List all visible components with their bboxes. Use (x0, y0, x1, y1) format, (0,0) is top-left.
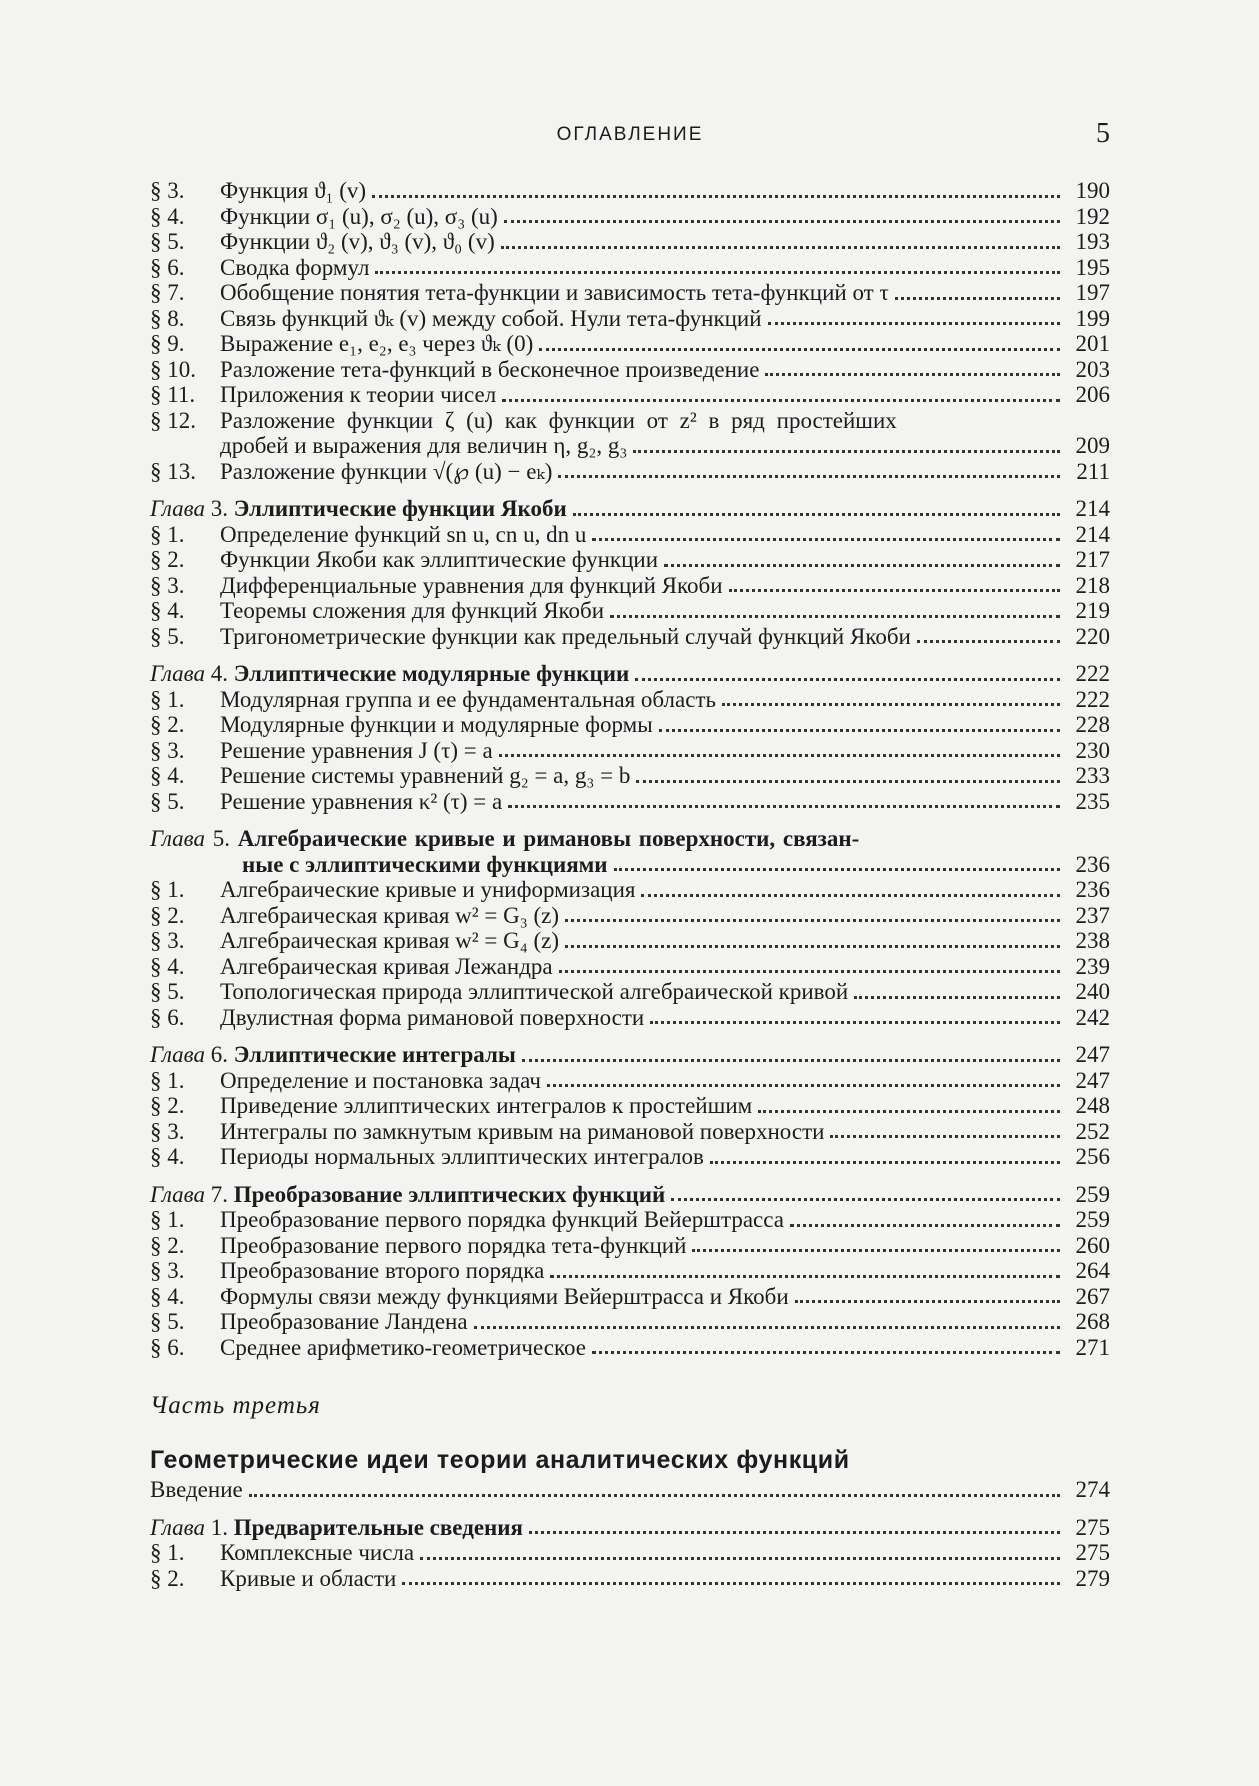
dot-leader (559, 970, 1060, 973)
dot-leader (592, 1351, 1060, 1354)
dot-leader (729, 589, 1061, 592)
page-ref: 214 (1075, 496, 1110, 521)
section-number: § 1. (150, 1207, 185, 1232)
chapter-title: Эллиптические функции Якоби (233, 496, 567, 521)
page-ref: 268 (1075, 1309, 1110, 1334)
page-ref: 240 (1075, 979, 1110, 1004)
page-ref: 279 (1075, 1565, 1110, 1591)
toc-entry[interactable] (150, 624, 1110, 650)
page-ref: 217 (1075, 547, 1110, 572)
page-ref: 222 (1075, 661, 1110, 686)
section-title: Топологическая природа эллиптической алгебраической кривой (220, 979, 849, 1004)
part-title: Геометрические идеи теории аналитических функций (150, 1446, 850, 1474)
toc-entry-introduction[interactable] (150, 1477, 1110, 1503)
section-title: Выражение e₁, e₂, e₃ через ϑₖ (0) (220, 331, 534, 356)
page-ref: 193 (1075, 229, 1110, 254)
section-number: § 4. (150, 1144, 185, 1169)
page-ref: 237 (1075, 902, 1110, 928)
toc-entry[interactable] (150, 331, 1110, 357)
dot-leader (539, 348, 1060, 351)
section-number: § 3. (150, 178, 185, 203)
section-number: § 3. (150, 1258, 185, 1283)
toc-entry[interactable] (150, 1566, 1110, 1592)
section-title: Интегралы по замкнутым кривым на римановой поверхности (220, 1118, 825, 1144)
dot-leader (641, 894, 1060, 897)
section-title: Тригонометрические функции как предельный случай функций Якоби (220, 623, 911, 649)
toc-chapter[interactable] (150, 496, 1110, 522)
dot-leader (573, 513, 1060, 516)
toc-chapter[interactable] (150, 826, 1110, 877)
section-number: § 6. (150, 254, 185, 280)
page-ref: 206 (1075, 382, 1110, 407)
dot-leader (650, 1021, 1060, 1024)
section-number: § 2. (150, 1093, 185, 1118)
toc-entry[interactable] (150, 547, 1110, 573)
dot-leader (249, 1494, 1060, 1497)
dot-leader (895, 297, 1060, 300)
chapter-number: 3. (210, 496, 228, 521)
chapter-label: Глава (150, 661, 205, 686)
section-number: § 2. (150, 1232, 185, 1258)
section-title: Периоды нормальных эллиптических интегралов (220, 1144, 704, 1169)
dot-leader (529, 1531, 1060, 1534)
section-title-line2: дробей и выражения для величин η, g₂, g₃ (220, 433, 628, 458)
dot-leader (558, 475, 1060, 478)
dot-leader (375, 271, 1060, 274)
dot-leader (795, 1300, 1060, 1303)
section-number: § 4. (150, 1283, 185, 1309)
section-title: Модулярная группа и ее фундаментальная область (220, 686, 716, 712)
chapter-number: 6. (210, 1042, 228, 1067)
dot-leader (635, 678, 1060, 681)
section-title: Обобщение понятия тета-функции и зависимость тета-функций от τ (220, 280, 889, 305)
toc-entry[interactable] (150, 255, 1110, 281)
chapter-number: 1. (210, 1514, 228, 1540)
section-title: Алгебраическая кривая Лежандра (220, 953, 553, 979)
toc-entry[interactable] (150, 1335, 1110, 1361)
page-ref: 220 (1075, 623, 1110, 649)
page-ref: 267 (1075, 1283, 1110, 1309)
toc-entry[interactable] (150, 598, 1110, 624)
running-title: ОГЛАВЛЕНИЕ (556, 124, 704, 145)
section-number: § 3. (150, 572, 185, 598)
dot-leader (758, 1110, 1060, 1113)
page-ref: 259 (1075, 1207, 1110, 1232)
page-ref: 209 (1075, 433, 1110, 458)
page-ref: 259 (1075, 1181, 1110, 1207)
section-number: § 12. (150, 407, 196, 433)
section-number: § 4. (150, 953, 185, 979)
dot-leader (614, 868, 1060, 871)
section-title: Модулярные функции и модулярные формы (220, 712, 653, 737)
chapter-title: Эллиптические интегралы (233, 1042, 516, 1067)
dot-leader (765, 373, 1060, 376)
dot-leader (420, 1557, 1060, 1560)
dot-leader (474, 1326, 1060, 1329)
chapter-title: Предварительные сведения (233, 1514, 524, 1540)
dot-leader (664, 564, 1060, 567)
page-ref: 235 (1075, 788, 1110, 814)
dot-leader (372, 195, 1060, 198)
toc-entry[interactable] (150, 1119, 1110, 1145)
page-ref: 211 (1076, 458, 1110, 484)
section-title: Комплексные числа (220, 1540, 415, 1565)
section-number: § 5. (150, 229, 185, 254)
chapter-title-line2: ные с эллиптическими функциями (242, 851, 608, 877)
dot-leader (917, 640, 1060, 643)
toc-entry[interactable] (150, 954, 1110, 980)
section-title: Решение системы уравнений g₂ = a, g₃ = b (220, 763, 631, 788)
section-title-line1: Разложение функции ζ (u) как функции от z² в ряд простейших (220, 407, 897, 433)
page-ref: 248 (1075, 1093, 1110, 1118)
page-ref: 239 (1075, 953, 1110, 979)
dot-leader (522, 1059, 1060, 1062)
dot-leader (499, 754, 1060, 757)
chapter-label: Глава (150, 496, 205, 521)
page-ref: 236 (1075, 877, 1110, 902)
section-number: § 1. (150, 877, 185, 902)
toc-entry[interactable] (150, 229, 1110, 255)
dot-leader (502, 399, 1060, 402)
toc-entry[interactable] (150, 204, 1110, 230)
page-ref: 274 (1075, 1477, 1110, 1502)
toc-entry[interactable] (150, 687, 1110, 713)
dot-leader (504, 220, 1060, 223)
page-ref: 271 (1075, 1334, 1110, 1360)
section-title: Функция ϑ₁ (v) (220, 178, 367, 203)
page-ref: 199 (1075, 305, 1110, 331)
section-number: § 4. (150, 203, 185, 229)
section-title: Определение и постановка задач (220, 1067, 541, 1093)
section-number: § 13. (150, 458, 196, 484)
toc-entry[interactable] (150, 877, 1110, 903)
section-number: § 2. (150, 712, 185, 737)
dot-leader (722, 703, 1060, 706)
section-number: § 6. (150, 1334, 185, 1360)
page-ref: 190 (1075, 178, 1110, 203)
section-title: Алгебраическая кривая w² = G₃ (z) (220, 902, 560, 928)
chapter-title: Преобразование эллиптических функций (233, 1181, 666, 1207)
toc-chapter[interactable] (150, 661, 1110, 687)
section-number: § 3. (150, 737, 185, 763)
dot-leader (508, 805, 1060, 808)
toc-entry[interactable] (150, 979, 1110, 1005)
toc-entry[interactable] (150, 1233, 1110, 1259)
dot-leader (710, 1161, 1060, 1164)
dot-leader (854, 996, 1060, 999)
toc-chapter[interactable] (150, 1042, 1110, 1068)
section-number: § 3. (150, 928, 185, 953)
dot-leader (550, 1275, 1060, 1278)
page-ref: 242 (1075, 1004, 1110, 1030)
page-ref: 260 (1075, 1232, 1110, 1258)
chapter-number: 7. (210, 1181, 228, 1207)
section-title: Приложения к теории чисел (220, 382, 497, 407)
section-number: § 10. (150, 356, 196, 382)
toc-entry[interactable] (150, 306, 1110, 332)
page-ref: 228 (1075, 712, 1110, 737)
chapter-title: Эллиптические модулярные функции (233, 661, 630, 686)
toc-chapter[interactable] (150, 1515, 1110, 1541)
section-title: Преобразование первого порядка функций Вейерштрасса (220, 1207, 784, 1232)
dot-leader (692, 1249, 1060, 1252)
page-ref: 195 (1075, 254, 1110, 280)
chapter-label: Глава (150, 1514, 205, 1540)
section-title: Сводка формул (220, 254, 370, 280)
toc-entry[interactable] (150, 1144, 1110, 1170)
section-number: § 6. (150, 1004, 185, 1030)
dot-leader (671, 1198, 1060, 1201)
toc-entry[interactable] (150, 1309, 1110, 1335)
section-number: § 3. (150, 1118, 185, 1144)
page-ref: 275 (1075, 1540, 1110, 1565)
page-ref: 218 (1075, 572, 1110, 598)
dot-leader (610, 615, 1060, 618)
section-number: § 1. (150, 1540, 185, 1565)
toc-entry[interactable] (150, 280, 1110, 306)
section-number: § 5. (150, 788, 185, 814)
toc-entry[interactable] (150, 903, 1110, 929)
page-ref: 197 (1075, 280, 1110, 305)
page-ref: 275 (1075, 1514, 1110, 1540)
section-title: Функции ϑ₂ (v), ϑ₃ (v), ϑ₀ (v) (220, 229, 495, 254)
dot-leader (592, 538, 1060, 541)
page-ref: 233 (1075, 763, 1110, 788)
page-ref: 264 (1075, 1258, 1110, 1283)
toc-entry[interactable] (150, 1540, 1110, 1566)
section-title: Приведение эллиптических интегралов к простейшим (220, 1093, 753, 1118)
section-number: § 1. (150, 686, 185, 712)
section-number: § 2. (150, 547, 185, 572)
toc-entry[interactable] (150, 459, 1110, 485)
section-title: Двулистная форма римановой поверхности (220, 1004, 645, 1030)
page-ref: 222 (1075, 686, 1110, 712)
chapter-label: Глава (150, 826, 205, 851)
toc-entry[interactable] (150, 408, 1110, 459)
dot-leader (501, 246, 1060, 249)
section-number: § 1. (150, 521, 185, 547)
section-title: Формулы связи между функциями Вейерштрасса и Якоби (220, 1283, 789, 1309)
dot-leader (830, 1135, 1060, 1138)
toc-entry[interactable] (150, 1207, 1110, 1233)
dot-leader (659, 729, 1060, 732)
section-title: Функции σ₁ (u), σ₂ (u), σ₃ (u) (220, 203, 498, 229)
table-of-contents (150, 178, 1110, 1591)
section-number: § 2. (150, 902, 185, 928)
section-title: Функции Якоби как эллиптические функции (220, 547, 659, 572)
chapter-number: 4. (210, 661, 228, 686)
section-title: Решение уравнения J (τ) = a (220, 737, 493, 763)
dot-leader (633, 450, 1060, 453)
running-head (150, 118, 1110, 148)
section-title: Разложение тета-функций в бесконечное произведение (220, 356, 760, 382)
page-ref: 201 (1075, 331, 1110, 356)
toc-entry[interactable] (150, 382, 1110, 408)
page-ref: 247 (1075, 1042, 1110, 1067)
toc-chapter[interactable] (150, 1182, 1110, 1208)
section-number: § 4. (150, 598, 185, 623)
page-ref: 192 (1075, 203, 1110, 229)
chapter-number: 5. (212, 826, 230, 851)
section-number: § 1. (150, 1067, 185, 1093)
toc-entry[interactable] (150, 522, 1110, 548)
chapter-label: Глава (150, 1042, 205, 1067)
section-number: § 2. (150, 1565, 185, 1591)
introduction-title: Введение (150, 1477, 243, 1502)
page-ref: 236 (1075, 851, 1110, 877)
toc-entry[interactable] (150, 1093, 1110, 1119)
toc-entry[interactable] (150, 1068, 1110, 1094)
dot-leader (790, 1224, 1060, 1227)
toc-entry[interactable] (150, 712, 1110, 738)
page-ref: 238 (1075, 928, 1110, 953)
page-ref: 247 (1075, 1067, 1110, 1093)
section-title: Теоремы сложения для функций Якоби (220, 598, 605, 623)
section-number: § 11. (150, 382, 196, 407)
dot-leader (565, 945, 1060, 948)
toc-entry[interactable] (150, 738, 1110, 764)
page-ref: 252 (1075, 1118, 1110, 1144)
section-number: § 9. (150, 331, 185, 356)
toc-entry[interactable] (150, 928, 1110, 954)
page-ref: 230 (1075, 737, 1110, 763)
chapter-label: Глава (150, 1181, 205, 1207)
toc-entry[interactable] (150, 1284, 1110, 1310)
section-title: Кривые и области (220, 1565, 397, 1591)
page-ref: 214 (1075, 521, 1110, 547)
section-title: Алгебраические кривые и униформизация (220, 877, 636, 902)
section-title: Определение функций sn u, cn u, dn u (220, 521, 587, 547)
section-number: § 5. (150, 979, 185, 1004)
page-ref: 256 (1075, 1144, 1110, 1169)
page-number: 5 (1096, 118, 1110, 149)
toc-entry[interactable] (150, 789, 1110, 815)
dot-leader (636, 780, 1060, 783)
section-title: Преобразование первого порядка тета-функций (220, 1232, 687, 1258)
section-number: § 4. (150, 763, 185, 788)
toc-entry[interactable] (150, 357, 1110, 383)
section-title: Преобразование Ландена (220, 1309, 468, 1334)
section-title: Разложение функции √(℘ (u) − eₖ) (220, 458, 553, 484)
page-ref: 219 (1075, 598, 1110, 623)
chapter-title-line1: Алгебраические кривые и римановы поверхности, связан- (237, 826, 860, 851)
part-label: Часть третья (150, 1392, 321, 1419)
toc-entry[interactable] (150, 1258, 1110, 1284)
toc-entry[interactable] (150, 573, 1110, 599)
dot-leader (547, 1084, 1060, 1087)
dot-leader (565, 919, 1060, 922)
section-title: Среднее арифметико-геометрическое (220, 1334, 586, 1360)
section-title: Связь функций ϑₖ (v) между собой. Нули тета-функций (220, 305, 762, 331)
section-title: Алгебраическая кривая w² = G₄ (z) (220, 928, 560, 953)
section-title: Решение уравнения κ² (τ) = a (220, 788, 503, 814)
toc-entry[interactable] (150, 763, 1110, 789)
toc-entry[interactable] (150, 178, 1110, 204)
section-number: § 7. (150, 280, 185, 305)
section-number: § 5. (150, 623, 185, 649)
section-number: § 5. (150, 1309, 185, 1334)
dot-leader (768, 322, 1060, 325)
section-number: § 8. (150, 305, 185, 331)
dot-leader (402, 1582, 1060, 1585)
page-ref: 203 (1075, 356, 1110, 382)
toc-entry[interactable] (150, 1005, 1110, 1031)
section-title: Дифференциальные уравнения для функций Якоби (220, 572, 723, 598)
section-title: Преобразование второго порядка (220, 1258, 545, 1283)
